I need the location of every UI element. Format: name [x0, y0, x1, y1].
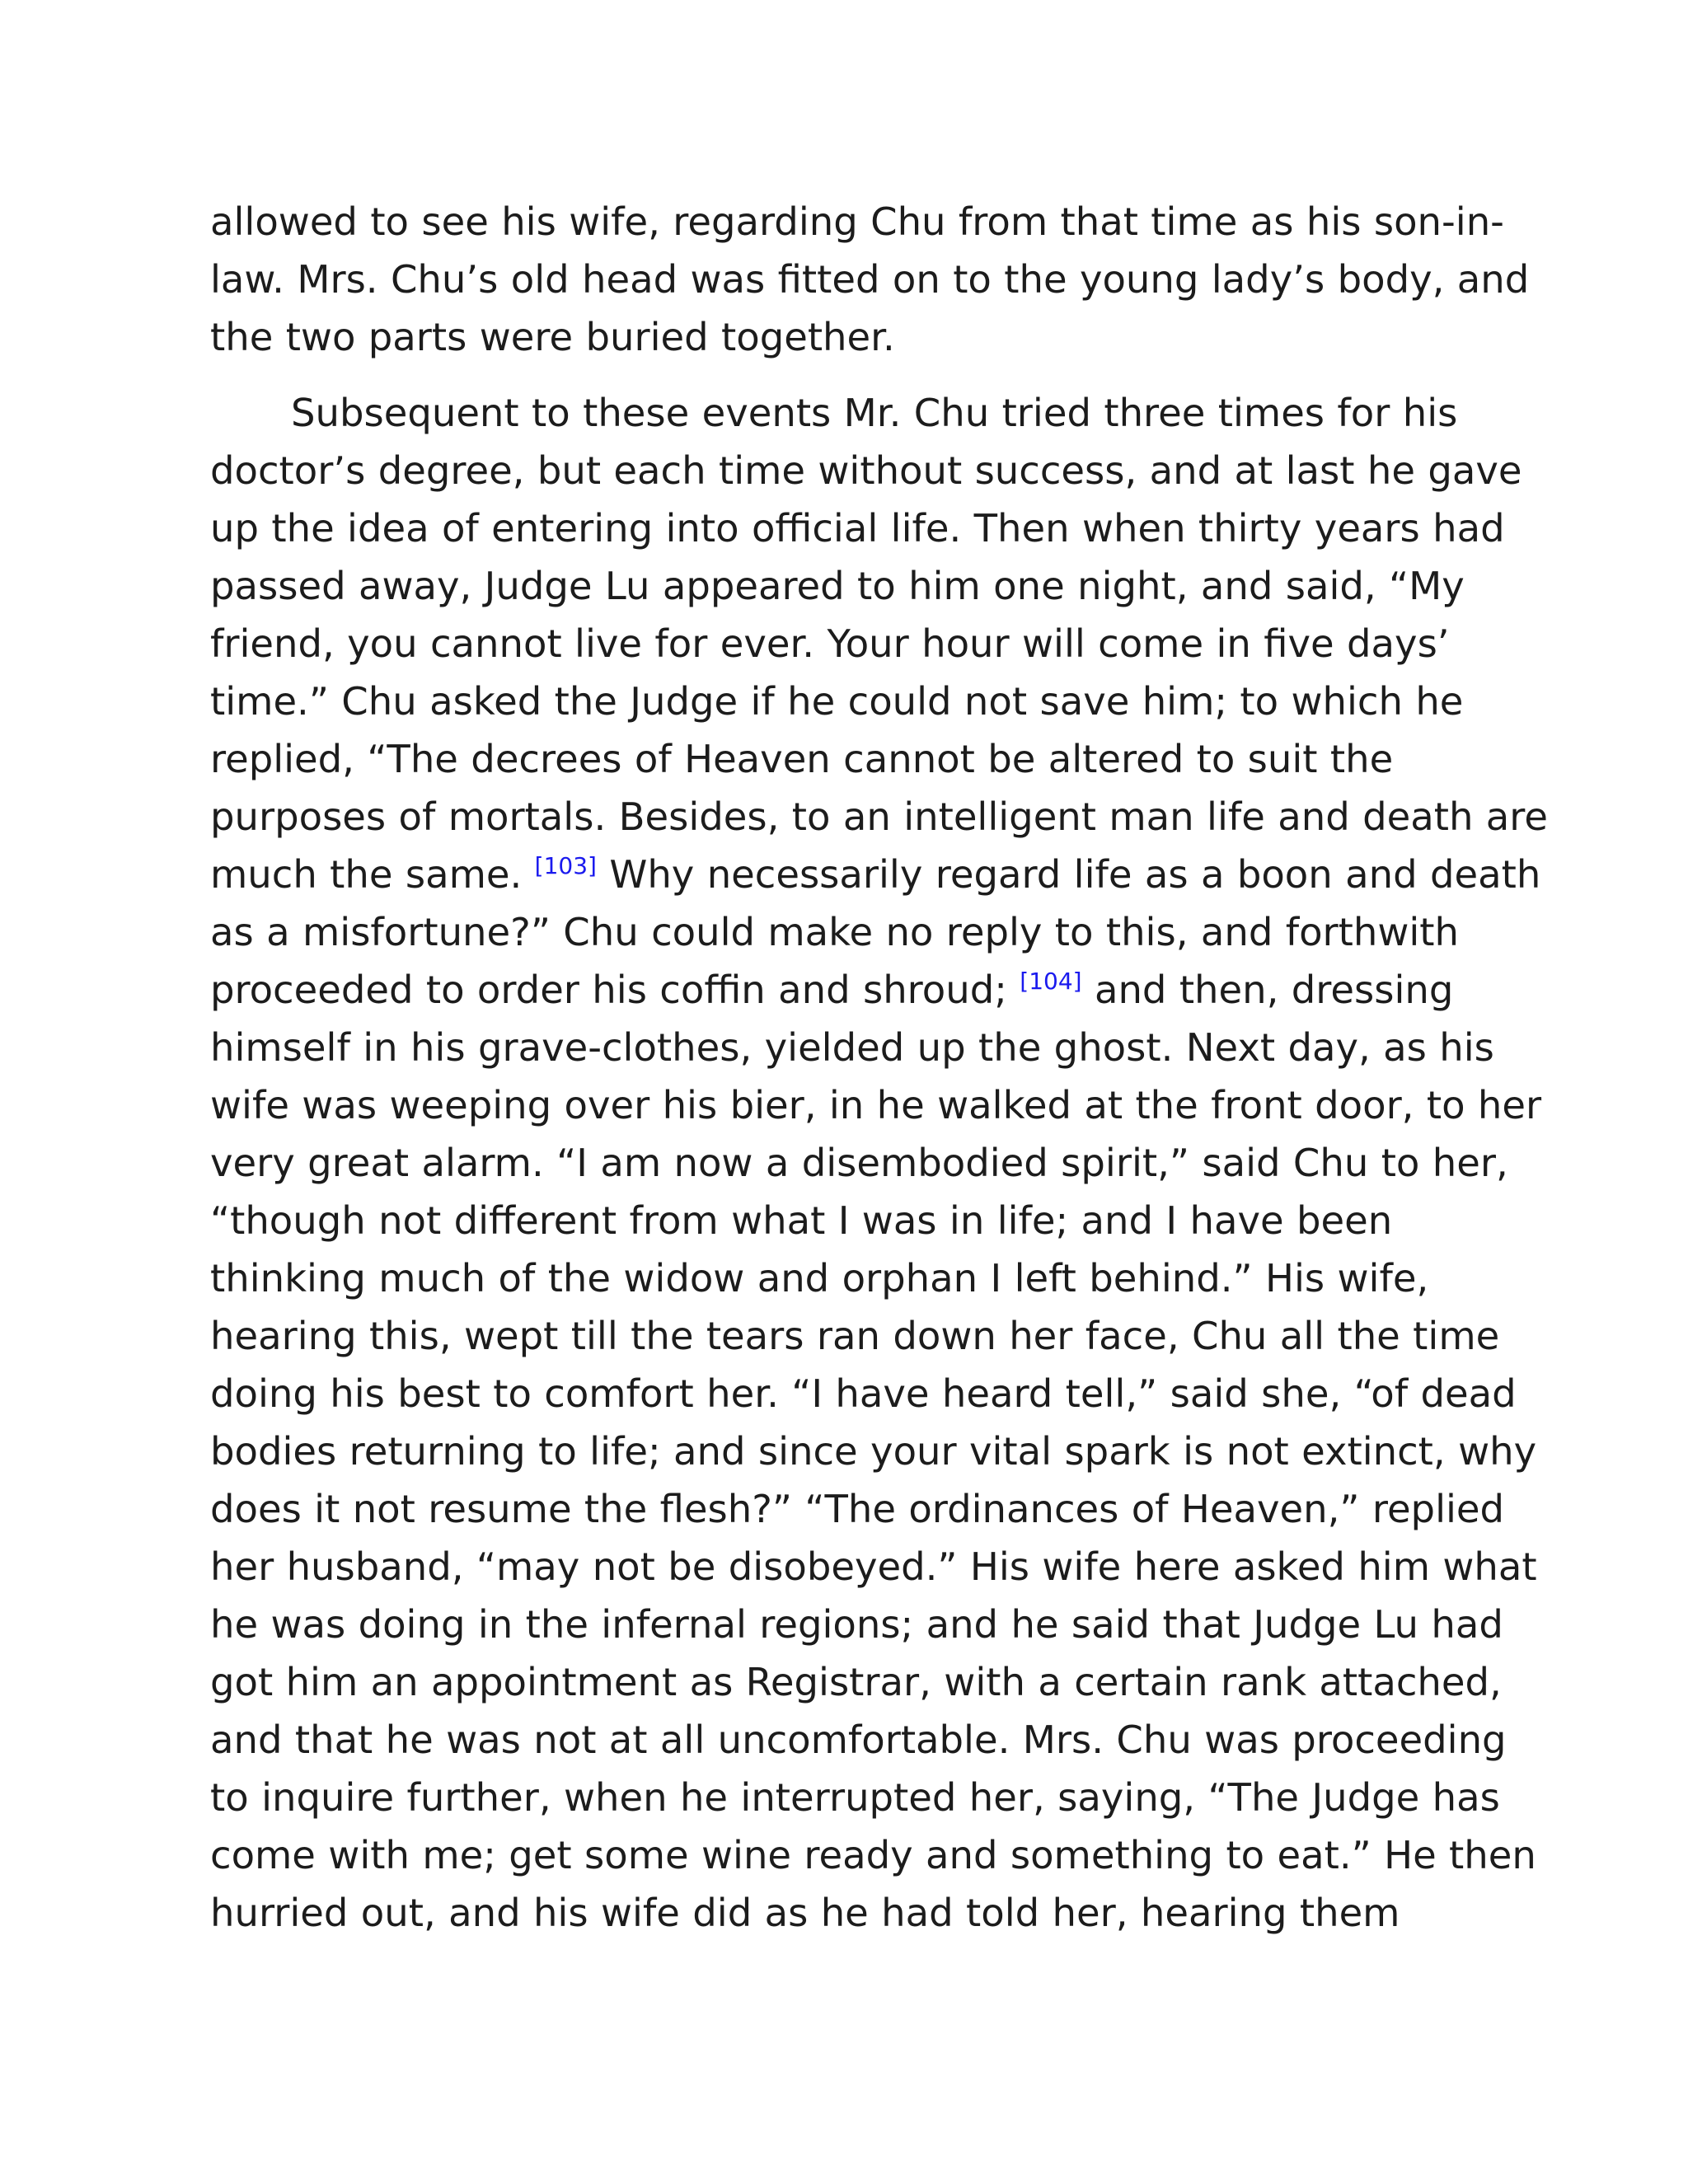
text-line: wife was weeping over his bier, in he walked at the front door, to her [210, 1083, 1542, 1127]
text-line: her husband, “may not be disobeyed.” His wife here asked him what [210, 1544, 1537, 1589]
text-line: to inquire further, when he interrupted her, saying, “The Judge has [210, 1775, 1500, 1820]
text-line: the two parts were buried together. [210, 315, 895, 359]
text-line: passed away, Judge Lu appeared to him one night, and said, “My [210, 564, 1465, 608]
text-line: replied, “The decrees of Heaven cannot be altered to suit the [210, 737, 1394, 781]
text-line: hearing this, wept till the tears ran down her face, Chu all the time [210, 1314, 1500, 1358]
text-line: purposes of mortals. Besides, to an intelligent man life and death are [210, 794, 1548, 839]
text-line: as a misfortune?” Chu could make no reply to this, and forthwith [210, 910, 1460, 954]
text-segment: proceeded to order his coffin and shroud; [210, 968, 1020, 1012]
paragraph-1 [210, 193, 1530, 366]
footnote-link-103[interactable]: [103] [534, 852, 597, 879]
text-line: friend, you cannot live for ever. Your hour will come in five days’ [210, 621, 1450, 666]
text-segment: much the same. [210, 852, 535, 897]
text-segment: and then, dressing [1081, 968, 1454, 1012]
text-line-with-footnote [210, 961, 1496, 1019]
text-line: law. Mrs. Chu’s old head was fitted on to the young lady’s body, and [210, 257, 1530, 302]
page-body [210, 193, 1548, 1942]
text-line: hurried out, and his wife did as he had told her, hearing them [210, 1891, 1400, 1935]
text-line: doing his best to comfort her. “I have heard tell,” said she, “of dead [210, 1371, 1517, 1416]
text-line: very great alarm. “I am now a disembodied spirit,” said Chu to her, [210, 1141, 1508, 1185]
paragraph-2 [210, 384, 1548, 1942]
text-segment: Why necessarily regard life as a boon and death [596, 852, 1541, 897]
text-line: he was doing in the infernal regions; and he said that Judge Lu had [210, 1602, 1503, 1647]
text-line: bodies returning to life; and since your vital spark is not extinct, why [210, 1429, 1537, 1474]
text-line-with-footnote [210, 846, 1541, 903]
text-line: himself in his grave-clothes, yielded up the ghost. Next day, as his [210, 1025, 1494, 1070]
footnote-link-104[interactable]: [104] [1020, 968, 1082, 995]
text-line: Subsequent to these events Mr. Chu tried three times for his [291, 391, 1458, 435]
text-line: up the idea of entering into official life. Then when thirty years had [210, 506, 1505, 551]
text-line: and that he was not at all uncomfortable. Mrs. Chu was proceeding [210, 1718, 1507, 1762]
text-line: time.” Chu asked the Judge if he could not save him; to which he [210, 679, 1464, 724]
text-line: come with me; get some wine ready and something to eat.” He then [210, 1833, 1536, 1877]
text-line: “though not different from what I was in life; and I have been [210, 1198, 1393, 1243]
text-line: doctor’s degree, but each time without success, and at last he gave [210, 448, 1522, 493]
text-line: thinking much of the widow and orphan I left behind.” His wife, [210, 1256, 1429, 1301]
paragraph-gap [210, 366, 1496, 384]
text-line: allowed to see his wife, regarding Chu from that time as his son-in- [210, 199, 1504, 244]
text-line: does it not resume the flesh?” “The ordinances of Heaven,” replied [210, 1487, 1505, 1531]
text-line: got him an appointment as Registrar, with a certain rank attached, [210, 1660, 1502, 1704]
